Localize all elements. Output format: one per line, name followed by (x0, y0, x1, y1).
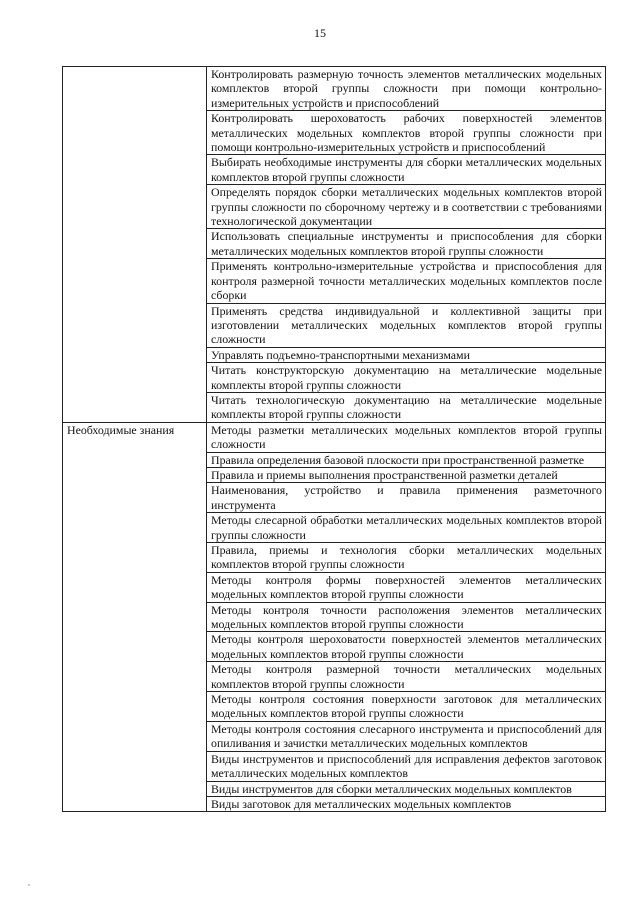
skills-item: Контролировать шероховатость рабочих поверхностей элементов металлических модельных комплектов второй группы сложности при помощи контрольно-измерительных устройств и приспособлений (207, 111, 606, 155)
knowledge-item: Виды инструментов для сборки металлических модельных комплектов (207, 781, 606, 796)
scan-artifact (28, 884, 30, 886)
knowledge-item: Методы контроля формы поверхностей элементов металлических модельных комплектов второй группы сложности (207, 572, 606, 602)
skills-row (63, 67, 606, 111)
knowledge-item: Наименования, устройство и правила применения разметочного инструмента (207, 483, 606, 513)
skills-item: Определять порядок сборки металлических модельных комплектов второй группы сложности по сборочному чертежу и в соответствии с требованиями технологической документации (207, 185, 606, 229)
knowledge-item: Методы контроля точности расположения элементов металлических модельных комплектов второй группы сложности (207, 602, 606, 632)
skills-item: Управлять подъемно-транспортными механизмами (207, 347, 606, 362)
page-number: 15 (314, 26, 326, 40)
knowledge-label-cell: Необходимые знания (63, 422, 207, 812)
knowledge-item: Методы контроля размерной точности металлических модельных комплектов второй группы сложности (207, 662, 606, 692)
knowledge-item: Правила определения базовой плоскости при пространственной разметке (207, 452, 606, 467)
skills-item: Читать технологическую документацию на металлические модельные комплекты второй группы сложности (207, 392, 606, 422)
skills-item: Контролировать размерную точность элементов металлических модельных комплектов второй группы сложности при помощи контрольно-измерительных устройств и приспособлений (207, 67, 606, 111)
knowledge-row (63, 422, 606, 452)
knowledge-item: Виды инструментов и приспособлений для исправления дефектов заготовок металлических модельных комплектов (207, 751, 606, 781)
skills-item: Применять средства индивидуальной и коллективной защиты при изготовлении металлических модельных комплектов второй группы сложности (207, 303, 606, 347)
skills-item: Использовать специальные инструменты и приспособления для сборки металлических модельных комплектов второй группы сложности (207, 229, 606, 259)
requirements-table (62, 66, 606, 812)
knowledge-item: Методы слесарной обработки металлических модельных комплектов второй группы сложности (207, 513, 606, 543)
skills-item: Выбирать необходимые инструменты для сборки металлических модельных комплектов второй группы сложности (207, 155, 606, 185)
skills-label-cell (63, 67, 207, 423)
knowledge-item: Правила, приемы и технология сборки металлических модельных комплектов второй группы сложности (207, 543, 606, 573)
skills-item: Читать конструкторскую документацию на металлические модельные комплекты второй группы сложности (207, 363, 606, 393)
knowledge-item: Виды заготовок для металлических модельных комплектов (207, 796, 606, 811)
knowledge-item: Методы контроля состояния поверхности заготовок для металлических модельных комплектов второй группы сложности (207, 692, 606, 722)
requirements-table-body (63, 67, 606, 812)
knowledge-item: Правила и приемы выполнения пространственной разметки деталей (207, 467, 606, 482)
skills-item: Применять контрольно-измерительные устройства и приспособления для контроля размерной точности металлических модельных комплектов после сборки (207, 259, 606, 303)
knowledge-item: Методы контроля состояния слесарного инструмента и приспособлений для опиливания и зачистки металлических модельных комплектов (207, 721, 606, 751)
knowledge-item: Методы разметки металлических модельных комплектов второй группы сложности (207, 422, 606, 452)
knowledge-item: Методы контроля шероховатости поверхностей элементов металлических модельных комплектов второй группы сложности (207, 632, 606, 662)
